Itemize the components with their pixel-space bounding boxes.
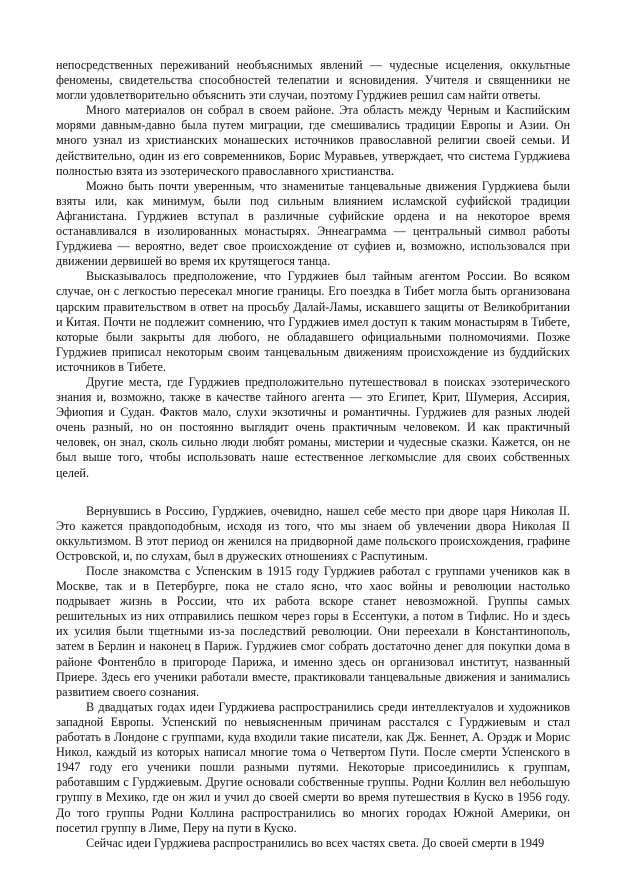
paragraph: После знакомства с Успенским в 1915 году Гурджиев работал с группами учеников как в Москве, так и в Петербурге, пока не стало ясно, что хаос войны и революции настолько подрывает жизнь в России, что их работа вскоре станет невозможной. Группы самых решительных из них отправились пешком через горы в Ессентуки, а потом в Тифлис. Но и здесь их усилия были тщетными из-за последствий революции. Они переехали в Константинополь, затем в Берлин и наконец в Париж. Гурджиев смог собрать достаточно денег для покупки дома в районе Фонтенбло в пригороде Парижа, и именно здесь он организовал институт, названный Приере. Здесь его ученики работали вместе, практиковали танцевальные движения и занимались развитием своего сознания. — [56, 564, 570, 699]
section-gap — [56, 481, 570, 504]
paragraph: непосредственных переживаний необъяснимых явлений — чудесные исцеления, оккультные феномены, свидетельства способностей телепатии и ясновидения. Учителя и священники не могли удовлетворительно объяснить эти случаи, поэтому Гурджиев решил сам найти ответы. — [56, 58, 570, 103]
document-page — [56, 58, 570, 851]
paragraph: Сейчас идеи Гурджиева распространились во всех частях света. До своей смерти в 1949 — [86, 835, 545, 850]
paragraph: В двадцатых годах идеи Гурджиева распространились среди интеллектуалов и художников западной Европы. Успенский по невыясненным причинам расстался с Гурджиевым и стал работать в Лондоне с группами, куда входили такие писатели, как Дж. Беннет, А. Орэдж и Морис Никол, каждый из которых написал многие тома о Четвертом Пути. После смерти Успенского в 1947 году его ученики пошли разными путями. Некоторые присоединились к группам, работавшим с Гурджиевым. Другие основали собственные группы. Родни Коллин вел небольшую группу в Мехико, где он жил и учил до своей смерти во время путешествия в Куско в 1956 году. До того группы Родни Коллина распространились во многих городах Южной Америки, он посетил группу в Лиме, Перу на пути в Куско. — [56, 699, 570, 835]
paragraph: Можно быть почти уверенным, что знаменитые танцевальные движения Гурджиева были взяты или, как минимум, были под сильным влиянием исламской суфийской традиции Афганистана. Гурджиев вступал в различные суфийские ордена и на некоторое время останавливался в изолированных монастырях. Эннеаграмма — центральный символ работы Гурджиева — вероятно, ведет свое происхождение от суфиев и, возможно, использовался при движении дервишей во время их крутящегося танца. — [56, 178, 570, 269]
paragraph: Много материалов он собрал в своем районе. Эта область между Черным и Каспийским морями давным-давно была путем миграции, где смешивались традиции Европы и Азии. Он много узнал из христианских монашеских источников православной религии своей семьи. И действительно, один из его современников, Борис Муравьев, утверждает, что система Гурджиева полностью взята из эзотерического православного христианства. — [56, 103, 570, 178]
paragraph: Другие места, где Гурджиев предположительно путешествовал в поисках эзотерического знания и, возможно, также в качестве тайного агента — это Египет, Крит, Шумерия, Ассирия, Эфиопия и Судан. Фактов мало, слухи экзотичны и романтичны. Гурджиев для разных людей очень разный, но он постоянно выглядит очень практичным человеком. И как практичный человек, он знал, сколь сильно люди любят романы, мистерии и чудесные сказки. Кажется, он не был выше того, чтобы использовать наше естественное легкомыслие для своих собственных целей. — [56, 374, 570, 480]
paragraph: Вернувшись в Россию, Гурджиев, очевидно, нашел себе место при дворе царя Николая II. Это кажется правдоподобным, исходя из того, что мы знаем об увлечении двора Николая II оккультизмом. В этот период он женился на придворной даме польского происхождения, графине Островской, и, по слухам, был в дружеских отношениях с Распутиным. — [56, 503, 570, 563]
paragraph: Высказывалось предположение, что Гурджиев был тайным агентом России. Во всяком случае, он с легкостью пересекал многие границы. Его поездка в Тибет могла быть организована царским правительством в ответ на просьбу Далай-Ламы, искавшего защиты от Великобритании и Китая. Почти не подлежит сомнению, что Гурджиев имел доступ к таким монастырям в Тибете, которые были закрыты для любого, не обладавшего официальными полномочиями. Позже Гурджиев приписал некоторым своим танцевальным движениям происхождение из буддийских источников в Тибете. — [56, 269, 570, 374]
